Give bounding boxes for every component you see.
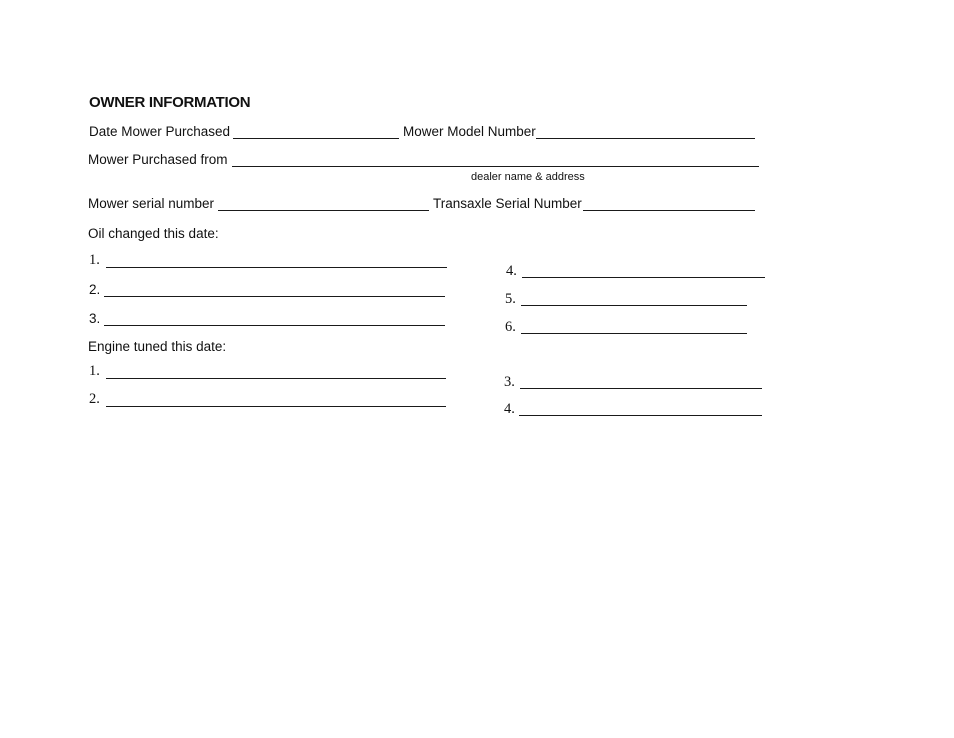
oil-entry-field[interactable] bbox=[104, 325, 445, 326]
engine-entry-field[interactable] bbox=[519, 415, 762, 416]
serial-number-field[interactable] bbox=[218, 210, 429, 211]
engine-entry-number: 2. bbox=[89, 391, 100, 407]
oil-entry-field[interactable] bbox=[521, 305, 747, 306]
oil-entry-field[interactable] bbox=[104, 296, 445, 297]
oil-entry-number: 1. bbox=[89, 252, 100, 268]
serial-number-label: Mower serial number bbox=[88, 196, 215, 211]
model-number-label: Mower Model Number bbox=[403, 124, 536, 139]
dealer-hint: dealer name & address bbox=[471, 171, 585, 183]
oil-entry-number: 6. bbox=[505, 319, 516, 335]
transaxle-serial-label: Transaxle Serial Number bbox=[433, 196, 582, 211]
date-purchased-label: Date Mower Purchased bbox=[89, 124, 231, 139]
date-purchased-field[interactable] bbox=[233, 138, 399, 139]
oil-changed-label: Oil changed this date: bbox=[88, 226, 219, 241]
page-title: OWNER INFORMATION bbox=[89, 94, 251, 111]
oil-entry-number: 4. bbox=[506, 263, 517, 279]
engine-entry-number: 1. bbox=[89, 363, 100, 379]
engine-tuned-label: Engine tuned this date: bbox=[88, 339, 227, 354]
engine-entry-number: 3. bbox=[504, 374, 515, 390]
oil-entry-field[interactable] bbox=[522, 277, 765, 278]
oil-entry-field[interactable] bbox=[521, 333, 747, 334]
purchased-from-label: Mower Purchased from bbox=[88, 152, 228, 167]
engine-entry-field[interactable] bbox=[106, 406, 446, 407]
oil-entry-number: 2. bbox=[89, 282, 101, 297]
purchased-from-field[interactable] bbox=[232, 166, 759, 167]
transaxle-serial-field[interactable] bbox=[583, 210, 755, 211]
oil-entry-number: 3. bbox=[89, 311, 101, 326]
model-number-field[interactable] bbox=[536, 138, 755, 139]
oil-entry-field[interactable] bbox=[106, 267, 447, 268]
engine-entry-number: 4. bbox=[504, 401, 515, 417]
engine-entry-field[interactable] bbox=[106, 378, 446, 379]
engine-entry-field[interactable] bbox=[520, 388, 762, 389]
oil-entry-number: 5. bbox=[505, 291, 516, 307]
